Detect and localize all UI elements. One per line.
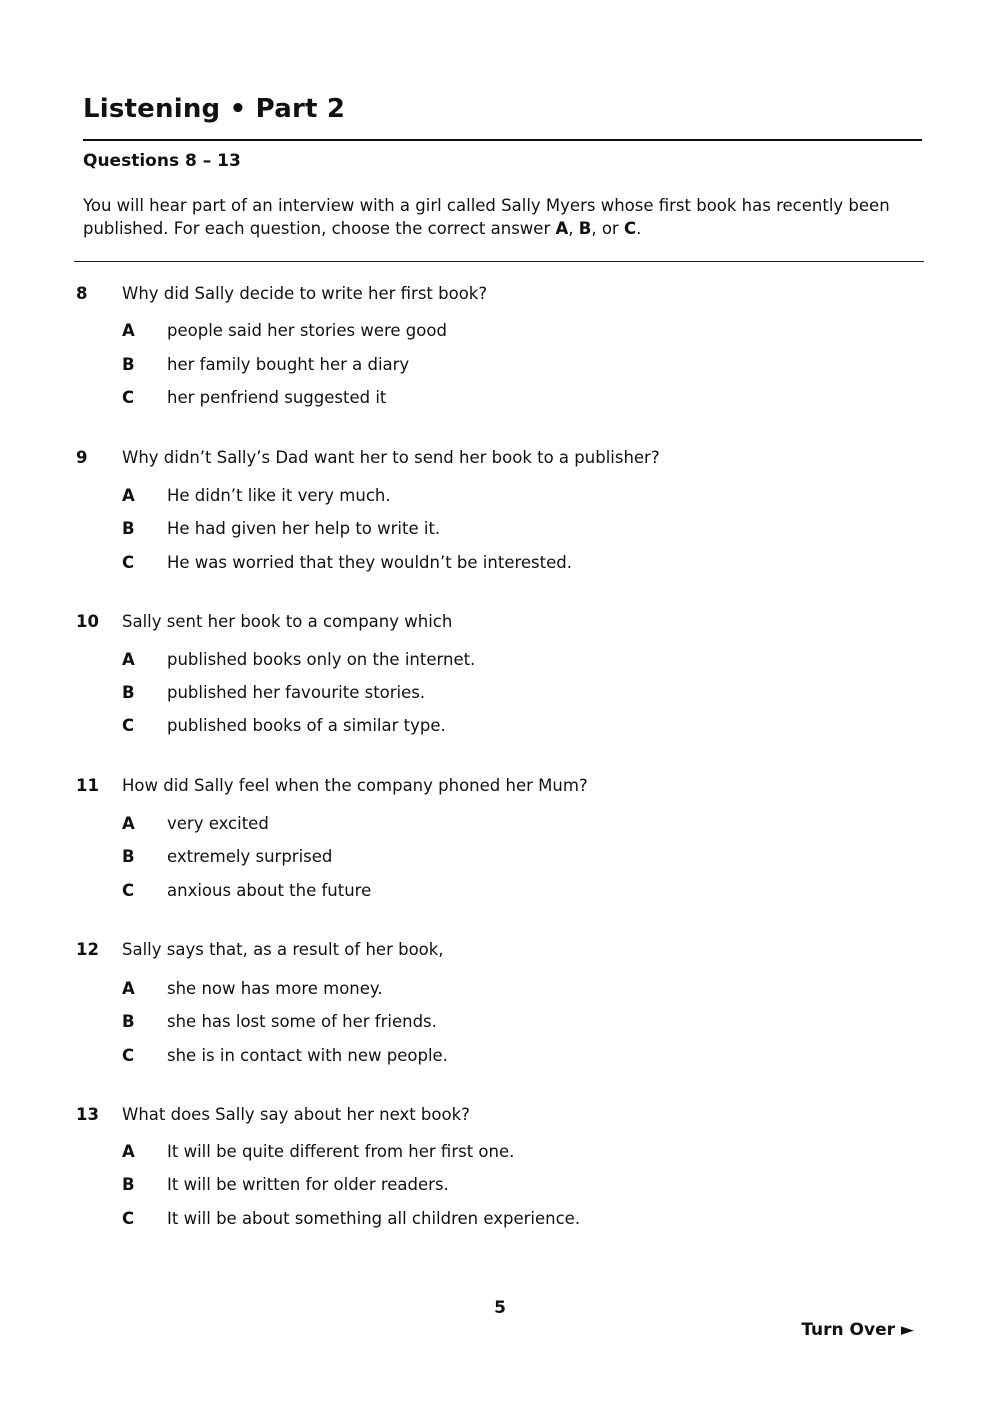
question-text: Why did Sally decide to write her first book? (122, 284, 488, 303)
option-text: He had given her help to write it. (167, 519, 441, 538)
option-text: she is in contact with new people. (167, 1046, 448, 1065)
option-letter: A (122, 321, 135, 340)
option-text: extremely surprised (167, 847, 333, 866)
option-letter: B (122, 847, 135, 866)
question-number: 11 (76, 776, 99, 795)
option-letter: A (122, 1142, 135, 1161)
option-text: her family bought her a diary (167, 355, 410, 374)
option-text: It will be written for older readers. (167, 1175, 449, 1194)
option-text: He was worried that they wouldn’t be interested. (167, 553, 572, 572)
question-number: 8 (76, 284, 88, 303)
section-divider (74, 261, 924, 262)
option-letter: B (122, 355, 135, 374)
page-number: 5 (494, 1298, 506, 1318)
title-divider (83, 139, 922, 141)
option-letter: A (122, 486, 135, 505)
option-text: He didn’t like it very much. (167, 486, 391, 505)
option-letter: B (122, 1012, 135, 1031)
option-text: people said her stories were good (167, 321, 447, 340)
turn-over-label: Turn Over ► (801, 1320, 914, 1340)
question-text: Sally says that, as a result of her book, (122, 940, 444, 959)
option-letter: B (122, 519, 135, 538)
option-letter: B (122, 683, 135, 702)
instructions-separator: , or (591, 218, 624, 238)
option-letter: C (122, 1209, 135, 1228)
option-text: published her favourite stories. (167, 683, 426, 702)
answer-letter-c: C (623, 218, 637, 238)
option-letter: A (122, 979, 135, 998)
option-text: her penfriend suggested it (167, 388, 387, 407)
option-letter: B (122, 1175, 135, 1194)
option-letter: A (122, 814, 135, 833)
option-letter: C (122, 716, 135, 735)
questions-range-heading: Questions 8 – 13 (83, 151, 241, 171)
option-letter: A (122, 650, 135, 669)
question-number: 10 (76, 612, 99, 631)
answer-letter-b: B (578, 218, 592, 238)
option-text: very excited (167, 814, 269, 833)
instructions-text: You will hear part of an interview with a girl called Sally Myers whose first book has recently been published. For each question, choose the correct answer (83, 196, 890, 238)
option-letter: C (122, 1046, 135, 1065)
answer-letter-a: A (555, 218, 569, 238)
question-number: 13 (76, 1105, 99, 1124)
instructions-end: . (636, 218, 642, 238)
question-number: 12 (76, 940, 99, 959)
page-title: Listening • Part 2 (83, 94, 346, 124)
option-text: It will be quite different from her first one. (167, 1142, 515, 1161)
option-letter: C (122, 388, 135, 407)
question-text: Sally sent her book to a company which (122, 612, 453, 631)
option-text: published books of a similar type. (167, 716, 446, 735)
question-text: Why didn’t Sally’s Dad want her to send her book to a publisher? (122, 448, 660, 467)
question-text: What does Sally say about her next book? (122, 1105, 470, 1124)
option-text: she has lost some of her friends. (167, 1012, 437, 1031)
instructions-separator: , (568, 218, 579, 238)
option-text: anxious about the future (167, 881, 372, 900)
question-text: How did Sally feel when the company phoned her Mum? (122, 776, 588, 795)
option-text: It will be about something all children experience. (167, 1209, 581, 1228)
option-text: she now has more money. (167, 979, 383, 998)
option-letter: C (122, 881, 135, 900)
option-letter: C (122, 553, 135, 572)
instructions-paragraph (83, 195, 913, 240)
question-number: 9 (76, 448, 88, 467)
option-text: published books only on the internet. (167, 650, 476, 669)
